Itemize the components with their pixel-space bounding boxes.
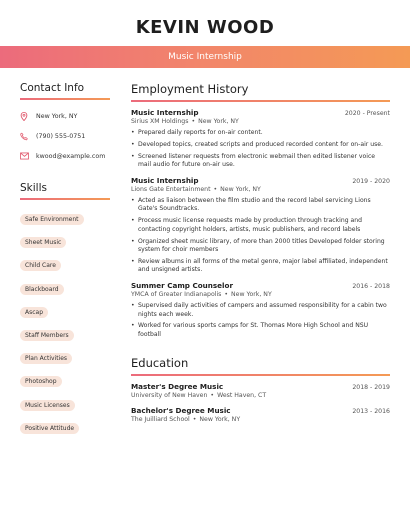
job-bullet: • Supervised daily activities of campers and assumed responsibility for a cabin two nights each week.	[131, 302, 390, 319]
job-bullet: • Screened listener requests from electronic webmail then edited listener voice mail audio for future on-air use.	[131, 153, 390, 170]
section-divider	[20, 198, 110, 200]
job-entry	[131, 108, 390, 170]
separator-dot: •	[213, 185, 218, 193]
job-entry	[131, 176, 390, 275]
job-location: New York, NY	[231, 291, 272, 299]
job-company: Sirius XM Holdings	[131, 118, 189, 125]
skill-pill: Photoshop	[20, 376, 62, 387]
job-bullet: • Organized sheet music library, of more than 2000 titles Developed folder storing system for choir members	[131, 238, 390, 255]
job-bullet: • Review albums in all forms of the metal genre, major label affiliated, independent and unsigned artists.	[131, 258, 390, 275]
job-date: 2016 - 2018	[352, 283, 390, 291]
job-company: YMCA of Greater Indianapolis	[131, 291, 222, 299]
phone-icon	[20, 132, 36, 141]
job-title: Music Internship	[131, 175, 199, 185]
skill-pill: Positive Attitude	[20, 423, 79, 434]
school-location: New York, NY	[199, 415, 241, 423]
contact-location-text: New York, NY	[36, 112, 78, 120]
job-bullet: • Process music license requests made by production through tracking and contacting copyright holders, artists, music publishers, and record labels	[131, 217, 390, 234]
section-divider	[131, 374, 390, 376]
school-name: The Juilliard School	[131, 415, 190, 423]
left-column	[20, 82, 110, 438]
job-bullet: • Worked for various sports camps for St. Thomas More High School and NSU football	[131, 322, 390, 339]
section-divider	[131, 100, 390, 102]
contact-location	[20, 106, 110, 126]
skill-pill: Blackboard	[20, 284, 64, 295]
degree-date: 2013 - 2016	[352, 407, 390, 415]
skill-pill: Ascap	[20, 307, 48, 318]
skill-pill: Music Licenses	[20, 400, 75, 411]
job-date: 2020 - Present	[344, 110, 390, 117]
degree-title: Bachelor's Degree Music	[131, 405, 231, 415]
skill-pill: Staff Members	[20, 330, 74, 341]
envelope-icon	[20, 152, 36, 160]
education-entry	[131, 382, 390, 399]
contact-email-text[interactable]: kwood@example.com	[36, 152, 106, 160]
skill-pill: Child Care	[20, 260, 61, 271]
separator-dot: •	[192, 415, 197, 423]
school-location: West Haven, CT	[217, 391, 267, 399]
education-section	[131, 356, 390, 423]
job-location: New York, NY	[220, 185, 261, 193]
candidate-name: KEVIN WOOD	[135, 17, 275, 38]
job-bullet: • Developed topics, created scripts and produced recorded content for on-air use.	[131, 141, 390, 150]
right-column	[131, 82, 390, 430]
contact-email[interactable]	[20, 146, 110, 166]
school-name: University of New Haven	[131, 391, 208, 399]
job-date: 2019 - 2020	[352, 177, 390, 185]
education-entry	[131, 406, 390, 423]
skill-pill: Safe Environment	[20, 214, 84, 225]
separator-dot: •	[210, 391, 215, 399]
job-bullet: • Prepared daily reports for on-air content.	[131, 129, 390, 138]
contact-phone	[20, 126, 110, 146]
role-banner: Music Internship	[0, 46, 410, 68]
employment-section-title: Employment History	[131, 82, 249, 96]
skills-section	[20, 182, 110, 438]
contact-section-title: Contact Info	[20, 82, 85, 94]
degree-title: Master's Degree Music	[131, 381, 224, 391]
job-title: Music Internship	[131, 108, 199, 117]
skills-section-title: Skills	[20, 182, 47, 194]
job-bullet: • Acted as liaison between the film studio and the record label servicing Lions Gate's Soundtracks.	[131, 197, 390, 214]
job-title: Summer Camp Counselor	[131, 281, 234, 291]
skill-pill: Sheet Music	[20, 237, 66, 248]
contact-phone-text: (790) 555-0751	[36, 132, 86, 140]
job-company: Lions Gate Entertainment	[131, 185, 211, 193]
location-pin-icon	[20, 112, 36, 121]
education-section-title: Education	[131, 355, 189, 370]
job-entry	[131, 281, 390, 340]
separator-dot: •	[224, 291, 229, 299]
skill-pill: Plan Activities	[20, 353, 72, 364]
job-location: New York, NY	[198, 118, 239, 125]
separator-dot: •	[191, 118, 196, 125]
degree-date: 2018 - 2019	[352, 383, 390, 391]
section-divider	[20, 98, 110, 100]
